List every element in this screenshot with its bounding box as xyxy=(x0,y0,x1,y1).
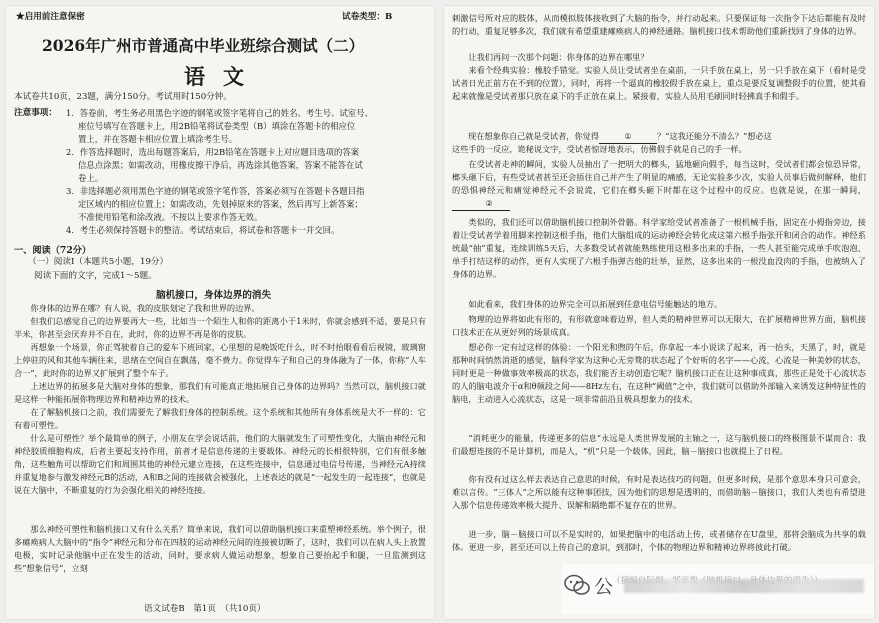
article-paragraph: 那么神经可塑性和脑机接口又有什么关系？简单来说，我们可以借助脑机接口来重塑神经系统。举个例子，很多瘫痪病人大脑中的“指令”神经元和分布在四肢的运动神经元间的连接被切断了，这时，我们可以在病人头上放置电极，实时记录他脑中正在发生的活动，同时，要求病人做运动想象，想象自己要抬起手和腿，一旦监测到这些“想象信号”，立刻 xyxy=(14,524,426,573)
question-line-1 xyxy=(468,130,772,144)
article-title: 脑机接口，身体边界的消失 xyxy=(156,290,272,301)
article-paragraph: 如此看来，我们身体的边界完全可以拓展到任意电信号能触达的地方。 xyxy=(468,299,723,309)
exam-type-label: 试卷类型：B xyxy=(342,12,393,22)
question-suffix: ？“这我还能分不清么？”想必这 xyxy=(657,131,772,141)
blank-2: ② xyxy=(452,197,510,211)
article-paragraph: 刺激信号所对应的肢体，从而模拟肢体接收到了大脑的指令，并行动起来。只要保证每一次指令下达后都能有及时的行动，重复足够多次，我们就有希望重建瘫痪病人的神经通路。脑机接口技术帮助他们重新找回了身体的边界。 xyxy=(452,13,866,36)
section-heading: 一、阅读（72分） xyxy=(14,245,92,256)
article-paragraph: 你身体的边界在哪？有人说，我的皮肤划定了我和世界的边界。 xyxy=(30,303,260,313)
note-line: 信息点涂黑；如需改动，用橡皮擦干净后，再选涂其他答案，答案不能答在试 xyxy=(78,160,363,170)
wechat-icon xyxy=(564,574,590,596)
exam-info: 本试卷共10页，23题，满分150分。考试用时150分钟。 xyxy=(14,92,232,102)
page-footer: 语文试卷B 第1页 （共10页） xyxy=(144,604,266,614)
article-paragraph: 你有没有过这么样去表达自己意思的时候，有时是表达技巧的问题，但更多时候，是那个意思本身只可意会，难以言传。“三体人”之所以能有这种事团技，因为他们的思想是透明的，而借助脑－脑接口，我们人类也有希望进入那个信息传递效率极大提升、误解和隔绝都不复存在的世界。 xyxy=(452,474,866,510)
article-paragraph: 什么是可塑性？举个最简单的例子，小朋友在学会说话前，他们的大脑就发生了可塑性变化，大脑由神经元和神经胶质细胞构成，后者主要起支持作用，前者才是信息传递的主要载体。神经元的长相很特别，它们有很多触角，这些触角可以帮助它们和周围其他的神经元建立连接，在这些连接中，信息通过电信号传递，当神经元A持续并重复地参与激发神经元B的活动，A和B之间的连接就会被强化，上述表达的就是“一起发生的一起连接”，也就是说在大脑中，不断重复的行为会强化相关的神经连接。 xyxy=(14,433,426,495)
confidential-label: ★启用前注意保密 xyxy=(16,12,85,22)
article-paragraph: 上述边界的拓展多是大脑对身体的想象，那我们有可能真正地拓展自己身体的边界吗？当然可以，脑机接口就是这样一种能拓展你物理边界和精神边界的技术。 xyxy=(14,381,426,404)
article-paragraph: 来看个经典实验：橡胶手错觉。实验人员让受试者坐在桌前，一只手放在桌上，另一只手放在桌下（看时是受试者日光正前方在不到的位置），同时，再将一个逼真的橡胶假手放在桌上，重点是要反复调整假手的位置，使其看起来就像是受试者那只放在桌下的手正放在桌上。紧接着，实验人员用毛刷同时轻拂真手和假手。 xyxy=(452,65,866,101)
article-paragraph: 但我们总感觉自己的边界要再大一些，比如当一个陌生人和你的距离小于1米时，你就会感到不适，要是只有半米，你甚至会厌弃并不自在，此时，你的边界不再是你的皮肤。 xyxy=(14,316,426,339)
note-line: 1．答卷前，考生务必用黑色字迹的钢笔或签字笔将自己的姓名、考生号、试室号、 xyxy=(66,108,373,118)
left-page xyxy=(6,6,434,619)
note-line: 不准使用铅笔和涂改液。不按以上要求作答无效。 xyxy=(78,212,263,222)
article-paragraph: 类似的，我们还可以借助脑机接口控制外骨骼。科学家给受试者准备了一根机械手指，固定在小拇指旁边，接着让受试者学着用脚来控制这根手指，他们大脑组成的运动神经会转化成这第六根手指张开和闭合的动作。神经系统最“抽”重复，连续训练5天后，大多数受试者就能熟练使用这根多出来的手指，一些人甚至能完成单手吹泡泡、单手打结这样的动作，更有人实现了六根手指弹吉他的壮举，显然，这多出来的一根没血没肉的手指，也被纳入了身体的边界。 xyxy=(452,217,866,279)
reading-instruction: 阅读下面的文字，完成1～5题。 xyxy=(34,271,157,281)
paragraph-text: 在受试者走神的瞬间，实验人员抽出了一把明大的榔头，猛地砸向假手，每当这时，受试者们都会惊恐异常，榔头砸下后，有些受试者甚至还会捂住自己并产生了明显的痛感，无论实验多少次，实验人员事后做何解释，他们的恐惧神经元和痛觉神经元不会说谎，它们在榔头砸下时都在这个过程中的反应。也就是说，在那一瞬间， xyxy=(452,159,866,195)
article-paragraph: 这些手的一反应，诡秘说文字，受试者惊讶地表示，仿佛假手就是自己的手一样。 xyxy=(452,144,747,154)
article-paragraph: 在了解脑机接口之前，我们需要先了解我们身体的控制系统。这个系统和其他所有身体系统是大不一样的：它有着可塑性。 xyxy=(14,407,426,430)
watermark-text: 公 xyxy=(594,576,614,598)
exam-main-title: 2026年广州市普通高中毕业班综合测试（二） xyxy=(42,36,365,55)
watermark-blur xyxy=(624,579,864,593)
question-text: 现在想象你自己就是受试者，你觉得 xyxy=(468,131,600,141)
note-line: 座位号填写在答题卡上，用2B铅笔将试卷类型（B）填涂在答题卡的相应位 xyxy=(78,121,356,131)
blank-1: ① xyxy=(599,130,657,144)
article-paragraph xyxy=(452,158,866,211)
article-paragraph: 再想象一个场景，你正驾驶着自己的爱车下班回家，心里想的是晚饭吃什么，时不时抬眼看看后视镜，玻璃窗上停驻的风和其他车辆往来，思绪在空间自在飘荡，毫不费力。你觉得车子和自己的身体融为了一体，你称“人车合一”，此时你的边界又扩展到了整个车子。 xyxy=(14,342,426,378)
note-line: 卷上。 xyxy=(78,173,104,183)
article-paragraph: 让我们再问一次那个问题：你身体的边界在哪里？ xyxy=(468,52,649,62)
article-paragraph: “消耗更少的能量，传递更多的信息”永远是人类世界发展的主轴之一，这与脑机接口的终极图景不谋而合：我们最想连接的不是计算机，而是人，“机”只是一个载体，因此，脑－脑接口也就提上了日程。 xyxy=(452,433,866,456)
note-line: 3．非选择题必须用黑色字迹的钢笔或签字笔作答，答案必须写在答题卡各题目指 xyxy=(66,186,365,196)
right-page xyxy=(444,6,874,619)
note-line: 4．考生必须保持答题卡的整洁。考试结束后，将试卷和答题卡一并交回。 xyxy=(66,225,340,235)
article-paragraph: 物理的边界将如此有形的，有形就意味着边界，但人类的精神世界可以无限大，在扩展精神世界方面，脑机接口技术正在从更好列的场景成真。 xyxy=(452,314,866,337)
subsection-heading: （一）阅读Ⅰ（本题共5小题，19分） xyxy=(28,257,169,267)
note-line: 定区域内的相应位置上；如需改动，先划掉原来的答案，然后再写上新答案； xyxy=(78,199,363,209)
article-paragraph: 进一步，脑－脑接口可以不是实时的，如果把脑中的电活动上传，或者储存在U盘里，那将会脑成为共享的载体。更进一步，甚至还可以上传自己的意识，到那时，个体的物理边界和精神边界将彼此打破。 xyxy=(452,529,866,552)
note-line: 置上，并在答题卡相应位置上填涂考生号。 xyxy=(78,134,238,144)
article-paragraph: 想必你一定有过这样的体验：一个阳光和煦的午后，你拿起一本小说读了起来，再一抬头，天黑了，时，就是那种时间悄然消逝的感觉，脑科学家为这种心无旁骛的状态起了个好听的名字——心流，心流是一种美妙的状态，同时更是一种做事效率极高的状态，我们能否主动创造它呢？脑机接口正在让这种事成真，那些正是处于心流状态的人的脑电波介于α和θ频段之间——8Hz左右，在这种“阈值”之中，我们就可以借助外部输入来诱发这种特征性的脑电，主动进入心流状态，这是一项非常前沿且极具想象力的技术。 xyxy=(452,342,866,404)
note-line: 2．作答选择题时，选出每题答案后，用2B铅笔在答题卡上对应题目选项的答案 xyxy=(66,147,360,157)
subject-title: 语文 xyxy=(184,64,262,89)
watermark xyxy=(562,564,874,614)
notes-label: 注意事项： xyxy=(14,108,57,118)
